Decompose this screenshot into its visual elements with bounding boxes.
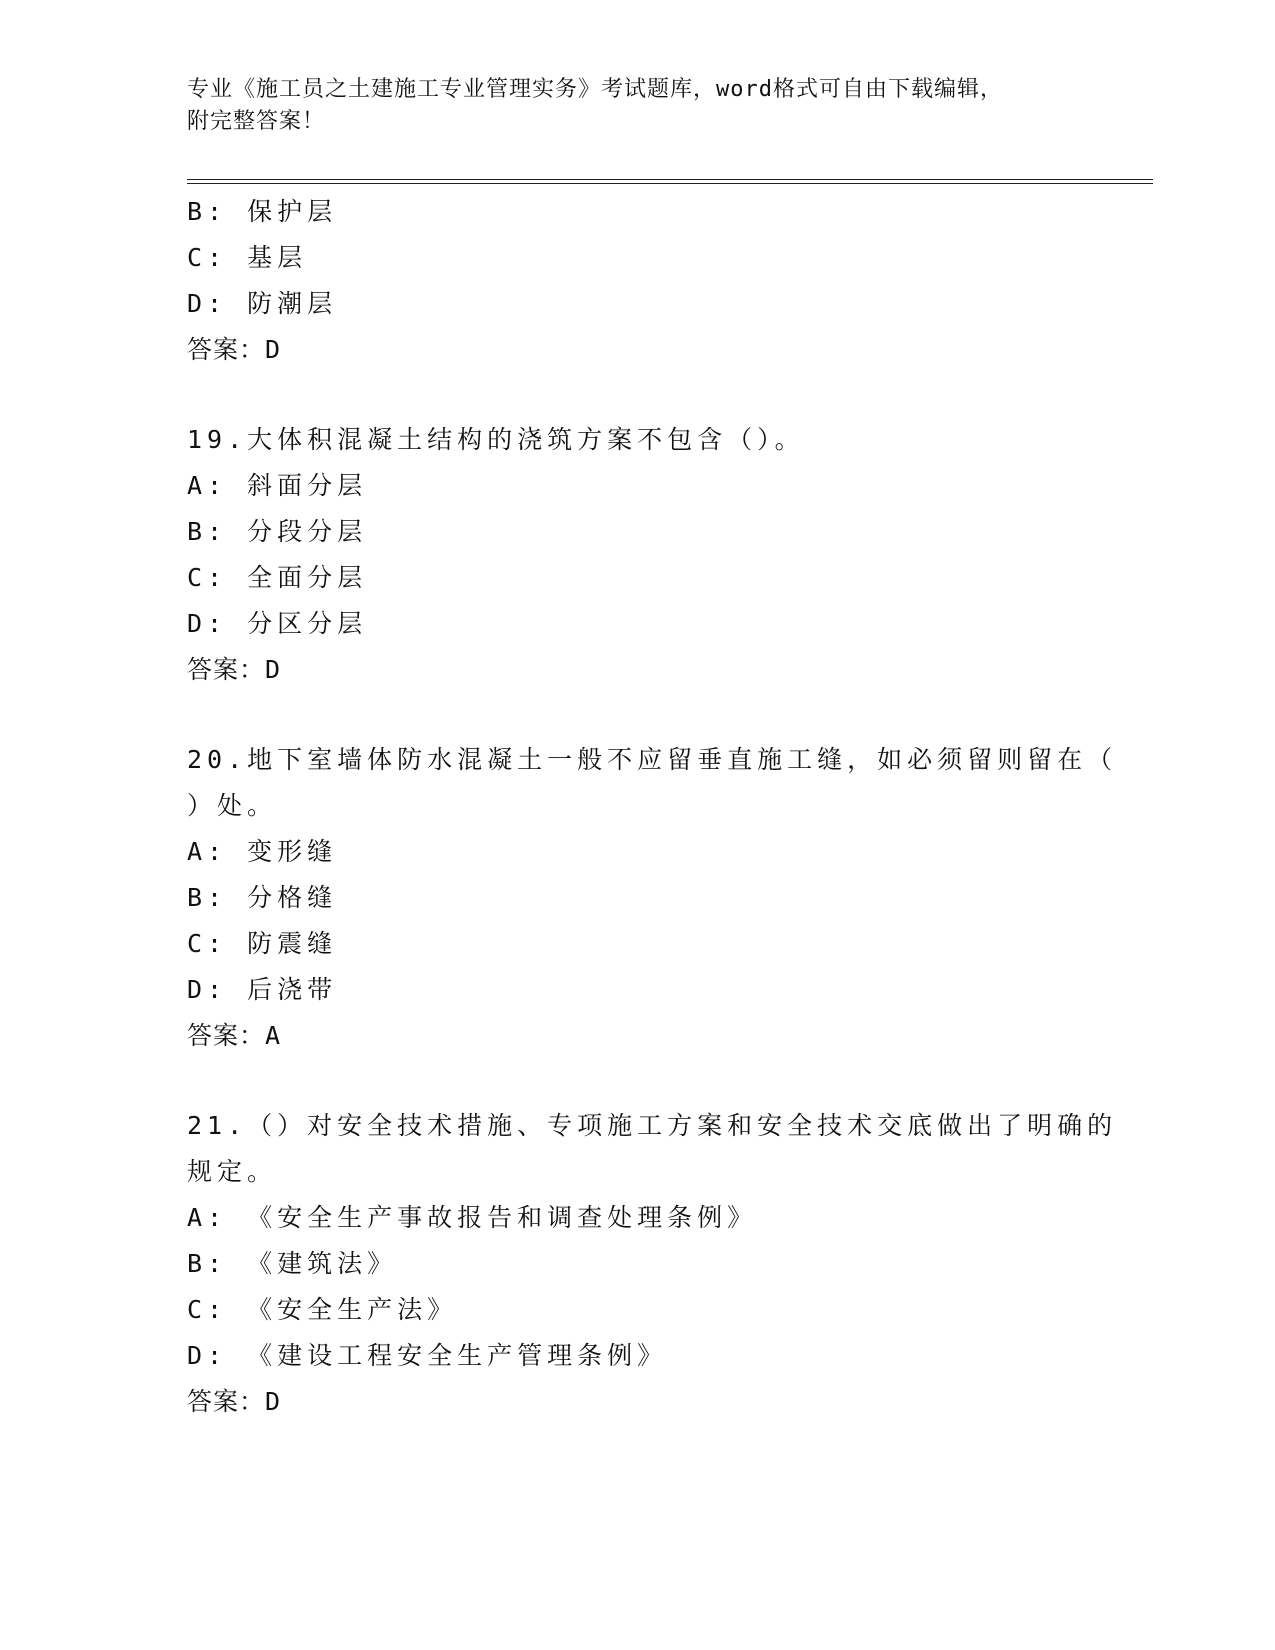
option-d: D: 《建设工程安全生产管理条例》 <box>187 1341 668 1370</box>
option-b: B: 《建筑法》 <box>187 1249 398 1278</box>
question-list <box>187 189 1118 1425</box>
question-21 <box>187 1103 1118 1425</box>
question-text-line-1: 21.（）对安全技术措施、专项施工方案和安全技术交底做出了明确的 <box>187 1111 1118 1140</box>
answer-line: 答案：A <box>187 1021 282 1050</box>
option-c: C: 基层 <box>187 243 308 272</box>
header-divider-top <box>187 179 1153 180</box>
option-a: A: 斜面分层 <box>187 471 368 500</box>
option-a: A: 《安全生产事故报告和调查处理条例》 <box>187 1203 758 1232</box>
option-a: A: 变形缝 <box>187 837 338 866</box>
question-text-line-2: ）处。 <box>187 791 278 820</box>
option-c: C: 防震缝 <box>187 929 338 958</box>
option-b: B: 分段分层 <box>187 517 368 546</box>
question-text-line-1: 20.地下室墙体防水混凝土一般不应留垂直施工缝，如必须留则留在（ <box>187 745 1118 774</box>
answer-line: 答案：D <box>187 1387 282 1416</box>
answer-line: 答案：D <box>187 335 282 364</box>
option-c: C: 《安全生产法》 <box>187 1295 458 1324</box>
option-b: B: 保护层 <box>187 197 338 226</box>
spacer <box>187 693 1087 737</box>
header-line-2: 附完整答案！ <box>187 109 326 134</box>
answer-line: 答案：D <box>187 655 282 684</box>
document-header <box>187 74 1087 138</box>
spacer <box>187 373 1087 417</box>
option-c: C: 全面分层 <box>187 563 368 592</box>
option-d: D: 后浇带 <box>187 975 338 1004</box>
option-d: D: 防潮层 <box>187 289 338 318</box>
question-18-tail <box>187 189 1087 373</box>
header-divider-bottom <box>187 183 1153 184</box>
spacer <box>187 1059 1087 1103</box>
question-text-line-2: 规定。 <box>187 1157 278 1186</box>
question-20 <box>187 737 1118 1059</box>
option-b: B: 分格缝 <box>187 883 338 912</box>
question-text: 19.大体积混凝土结构的浇筑方案不包含（）。 <box>187 425 805 454</box>
option-d: D: 分区分层 <box>187 609 368 638</box>
header-line-1: 专业《施工员之土建施工专业管理实务》考试题库，word格式可自由下载编辑， <box>187 77 1003 102</box>
question-19 <box>187 417 1087 693</box>
